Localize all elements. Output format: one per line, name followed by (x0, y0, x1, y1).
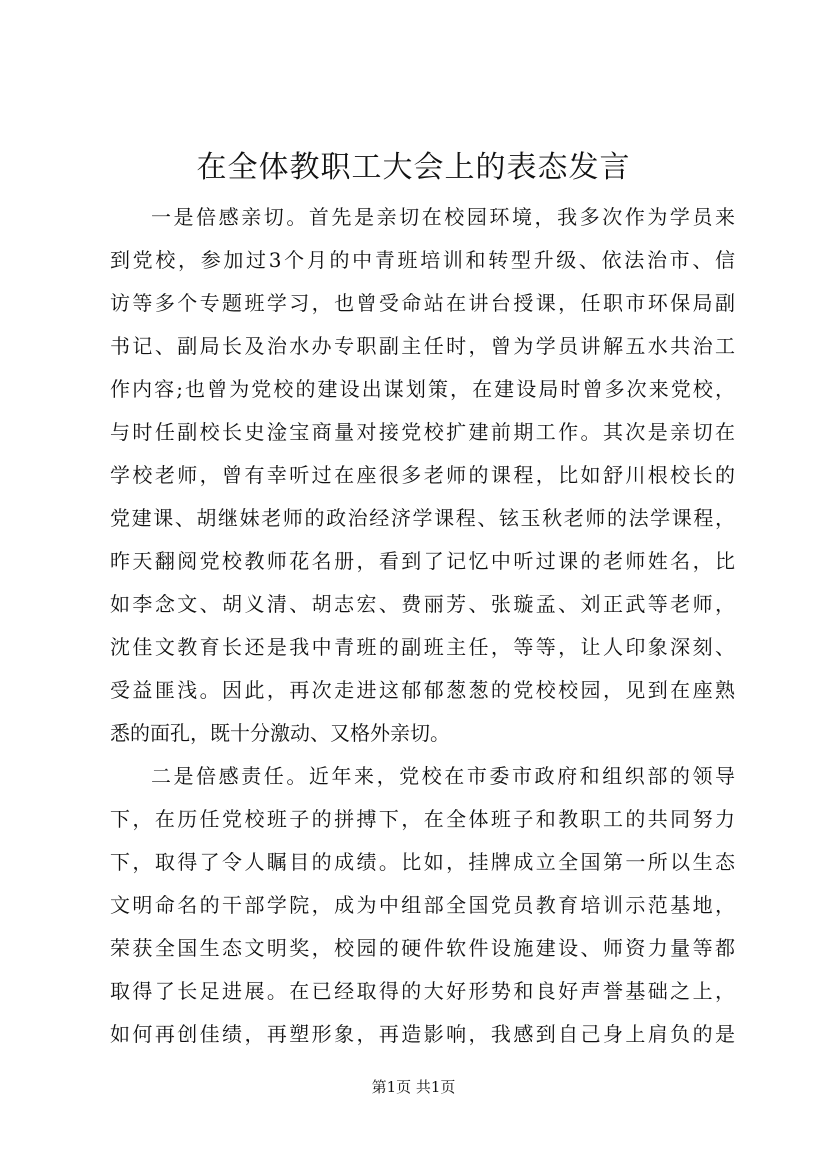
paragraph-line: 到党校，参加过3个月的中青班培训和转型升级、依法治市、信 (110, 248, 735, 272)
document-body (110, 196, 735, 1056)
paragraph-line: 荣获全国生态文明奖，校园的硬件软件设施建设、师资力量等都 (110, 936, 735, 960)
paragraph-line: 文明命名的干部学院，成为中组部全国党员教育培训示范基地， (110, 893, 735, 917)
paragraph-line: 下，取得了令人瞩目的成绩。比如，挂牌成立全国第一所以生态 (110, 850, 735, 874)
paragraph-line: 书记、副局长及治水办专职副主任时，曾为学员讲解五水共治工 (110, 334, 735, 358)
paragraph-line: 取得了长足进展。在已经取得的大好形势和良好声誉基础之上， (110, 979, 735, 1003)
paragraph-line: 昨天翻阅党校教师花名册，看到了记忆中听过课的老师姓名，比 (110, 549, 735, 573)
paragraph-2 (110, 755, 735, 1056)
document-title: 在全体教职工大会上的表态发言 (196, 150, 631, 185)
paragraph-line: 如何再创佳绩，再塑形象，再造影响，我感到自己身上肩负的是 (110, 1022, 735, 1046)
paragraph-line: 下，在历任党校班子的拼搏下，在全体班子和教职工的共同努力 (110, 807, 735, 831)
paragraph-1 (110, 196, 735, 755)
paragraph-line: 沈佳文教育长还是我中青班的副班主任，等等，让人印象深刻、 (110, 635, 735, 659)
paragraph-line: 一是倍感亲切。首先是亲切在校园环境，我多次作为学员来 (151, 205, 735, 229)
paragraph-line: 访等多个专题班学习，也曾受命站在讲台授课，任职市环保局副 (110, 291, 735, 315)
paragraph-line: 党建课、胡继妹老师的政治经济学课程、铉玉秋老师的法学课程， (110, 506, 735, 530)
paragraph-line: 作内容;也曾为党校的建设出谋划策，在建设局时曾多次来党校， (110, 377, 735, 401)
paragraph-line: 受益匪浅。因此，再次走进这郁郁葱葱的党校校园，见到在座熟 (110, 678, 735, 702)
page-footer (0, 1077, 827, 1097)
paragraph-line: 学校老师，曾有幸听过在座很多老师的课程，比如舒川根校长的 (110, 463, 735, 487)
page-number: 第1页 共1页 (371, 1078, 456, 1096)
paragraph-line: 与时任副校长史淦宝商量对接党校扩建前期工作。其次是亲切在 (110, 420, 735, 444)
paragraph-line: 二是倍感责任。近年来，党校在市委市政府和组织部的领导 (151, 764, 735, 788)
paragraph-line: 悉的面孔，既十分激动、又格外亲切。 (110, 721, 450, 745)
paragraph-line: 如李念文、胡义清、胡志宏、费丽芳、张璇孟、刘正武等老师， (110, 592, 735, 616)
